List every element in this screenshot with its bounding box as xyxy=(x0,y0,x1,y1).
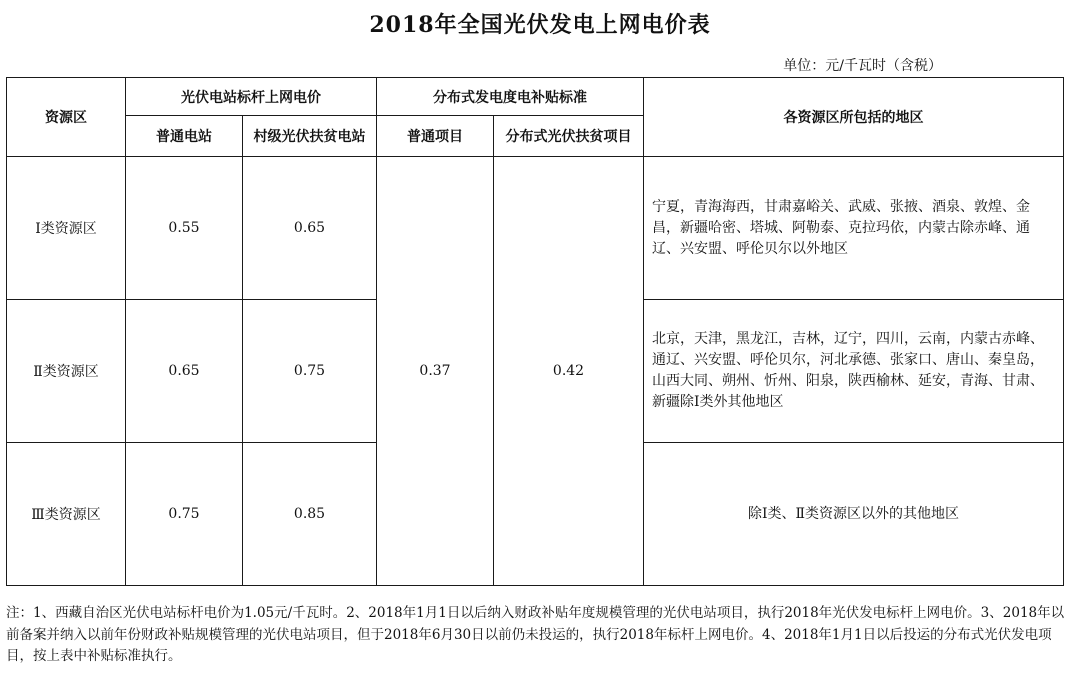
zone-cell: Ⅱ类资源区 xyxy=(7,300,126,443)
distributed-poverty-project-subsidy: 0.42 xyxy=(494,157,644,586)
header-zone: 资源区 xyxy=(7,78,126,157)
page-title: 2018年全国光伏发电上网电价表 xyxy=(369,12,711,38)
header-distributed-group: 分布式发电度电补贴标准 xyxy=(377,78,644,116)
header-regions: 各资源区所包括的地区 xyxy=(644,78,1064,157)
normal-station-price: 0.55 xyxy=(126,157,243,300)
regions-cell: 北京，天津，黑龙江，吉林，辽宁，四川，云南，内蒙古赤峰、通辽、兴安盟、呼伦贝尔，河北承德、张家口、唐山、秦皇岛，山西大同、朔州、忻州、阳泉，陕西榆林、延安，青海、甘肃、新疆除Ⅰ类外其他地区 xyxy=(644,300,1064,443)
header-row-top xyxy=(7,78,1064,116)
header-village-poverty-station: 村级光伏扶贫电站 xyxy=(243,116,377,157)
normal-station-price: 0.65 xyxy=(126,300,243,443)
distributed-normal-project-subsidy: 0.37 xyxy=(377,157,494,586)
header-distributed-poverty-project: 分布式光伏扶贫项目 xyxy=(494,116,644,157)
zone-cell: Ⅰ类资源区 xyxy=(7,157,126,300)
header-normal-project: 普通项目 xyxy=(377,116,494,157)
table-row xyxy=(7,157,1064,300)
price-table xyxy=(6,77,1064,586)
regions-cell: 除Ⅰ类、Ⅱ类资源区以外的其他地区 xyxy=(644,443,1064,586)
village-poverty-station-price: 0.65 xyxy=(243,157,377,300)
unit-label: 单位：元/千瓦时（含税） xyxy=(783,58,942,74)
zone-cell: Ⅲ类资源区 xyxy=(7,443,126,586)
footnote: 注：1、西藏自治区光伏电站标杆电价为1.05元/千瓦时。2、2018年1月1日以后纳入财政补贴年度规模管理的光伏电站项目，执行2018年光伏发电标杆上网电价。3、2018年以前备案并纳入以前年份财政补贴规模管理的光伏电站项目，但于2018年6月30日以前仍未投运的，执行2018年标杆上网电价。4、2018年1月1日以后投运的分布式光伏发电项目，按上表中补贴标准执行。 xyxy=(6,605,1065,664)
village-poverty-station-price: 0.85 xyxy=(243,443,377,586)
header-normal-station: 普通电站 xyxy=(126,116,243,157)
regions-cell: 宁夏，青海海西，甘肃嘉峪关、武威、张掖、酒泉、敦煌、金昌，新疆哈密、塔城、阿勒泰、克拉玛依，内蒙古除赤峰、通辽、兴安盟、呼伦贝尔以外地区 xyxy=(644,157,1064,300)
normal-station-price: 0.75 xyxy=(126,443,243,586)
village-poverty-station-price: 0.75 xyxy=(243,300,377,443)
header-benchmark-group: 光伏电站标杆上网电价 xyxy=(126,78,377,116)
